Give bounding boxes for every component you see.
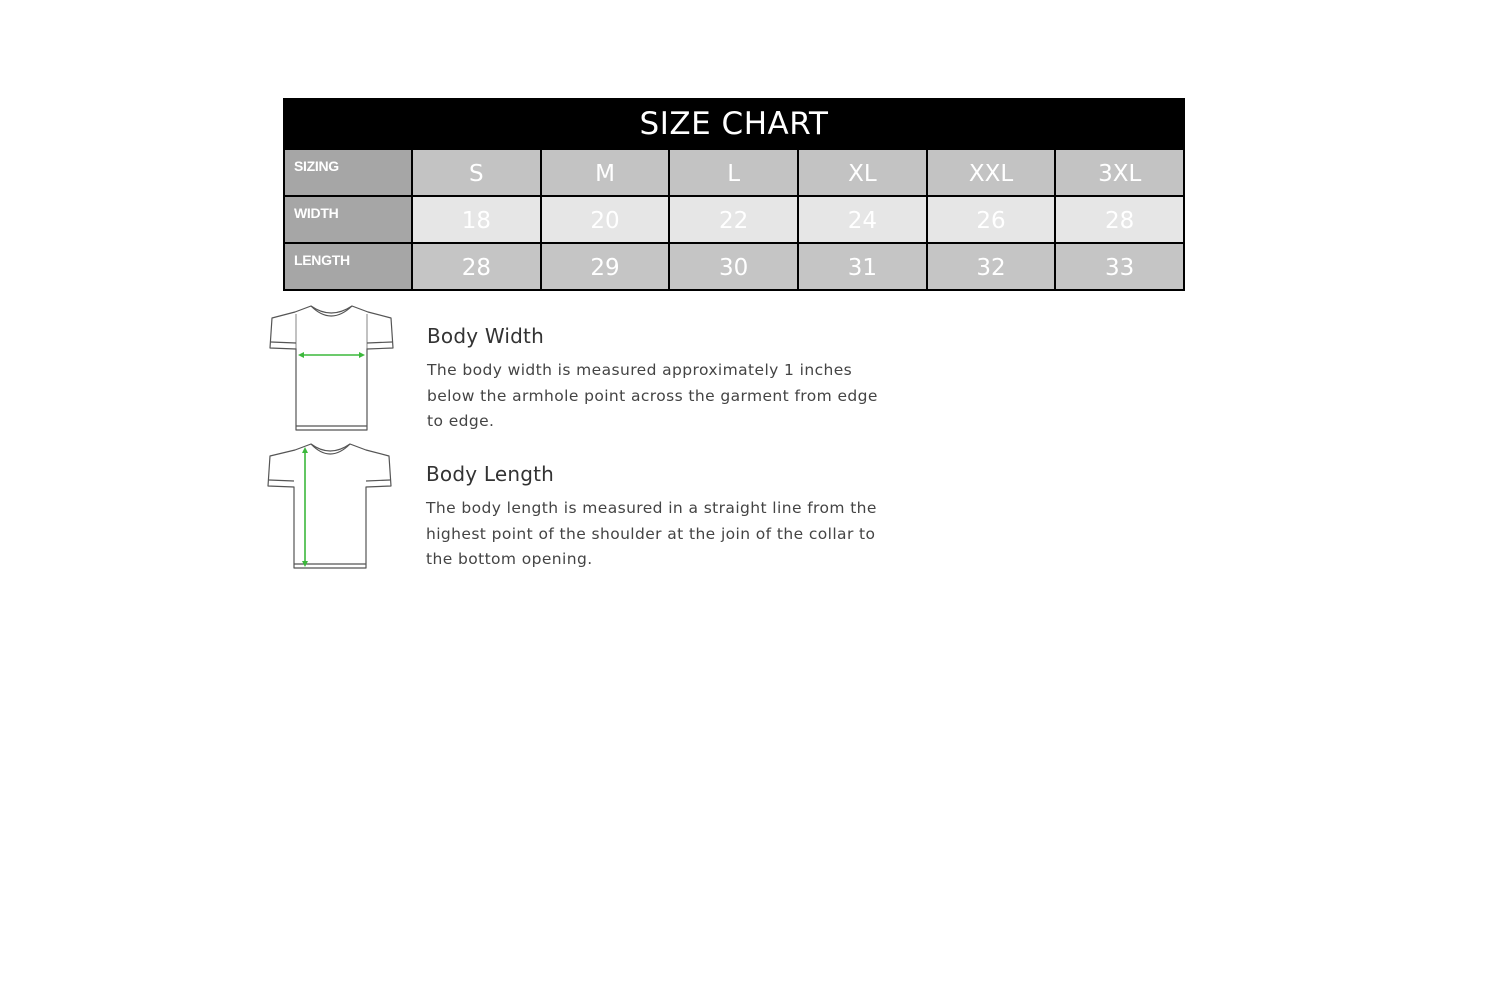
- table-cell: 30: [668, 244, 797, 289]
- measure-description: The body length is measured in a straight line from the highest point of the shoulder at the join of the collar to the bottom opening.: [426, 499, 877, 568]
- table-cell: XXL: [926, 150, 1055, 195]
- measure-title: Body Width: [427, 324, 544, 348]
- table-cell: 32: [926, 244, 1055, 289]
- table-cell: 3XL: [1054, 150, 1183, 195]
- measure-description: The body width is measured approximately 1 inches below the armhole point across the garment from edge to edge.: [427, 361, 878, 430]
- table-cell: XL: [797, 150, 926, 195]
- table-row-sizing: [285, 148, 1183, 195]
- table-row-length: [285, 242, 1183, 289]
- size-chart-table: [283, 98, 1185, 291]
- table-cell: 18: [411, 197, 540, 242]
- row-label-sizing: SIZING: [285, 150, 411, 195]
- table-cell: 31: [797, 244, 926, 289]
- table-cell: 28: [411, 244, 540, 289]
- shirt-width-icon: [265, 302, 397, 436]
- table-cell: 26: [926, 197, 1055, 242]
- table-row-width: [285, 195, 1183, 242]
- size-chart-title: SIZE CHART: [285, 100, 1183, 148]
- table-cell: 24: [797, 197, 926, 242]
- shirt-length-icon: [265, 440, 397, 574]
- table-cell: 20: [540, 197, 669, 242]
- measure-title: Body Length: [426, 462, 555, 486]
- table-cell: M: [540, 150, 669, 195]
- table-cell: S: [411, 150, 540, 195]
- table-cell: 22: [668, 197, 797, 242]
- table-cell: 33: [1054, 244, 1183, 289]
- row-label-width: WIDTH: [285, 197, 411, 242]
- table-cell: L: [668, 150, 797, 195]
- row-label-length: LENGTH: [285, 244, 411, 289]
- table-cell: 28: [1054, 197, 1183, 242]
- table-cell: 29: [540, 244, 669, 289]
